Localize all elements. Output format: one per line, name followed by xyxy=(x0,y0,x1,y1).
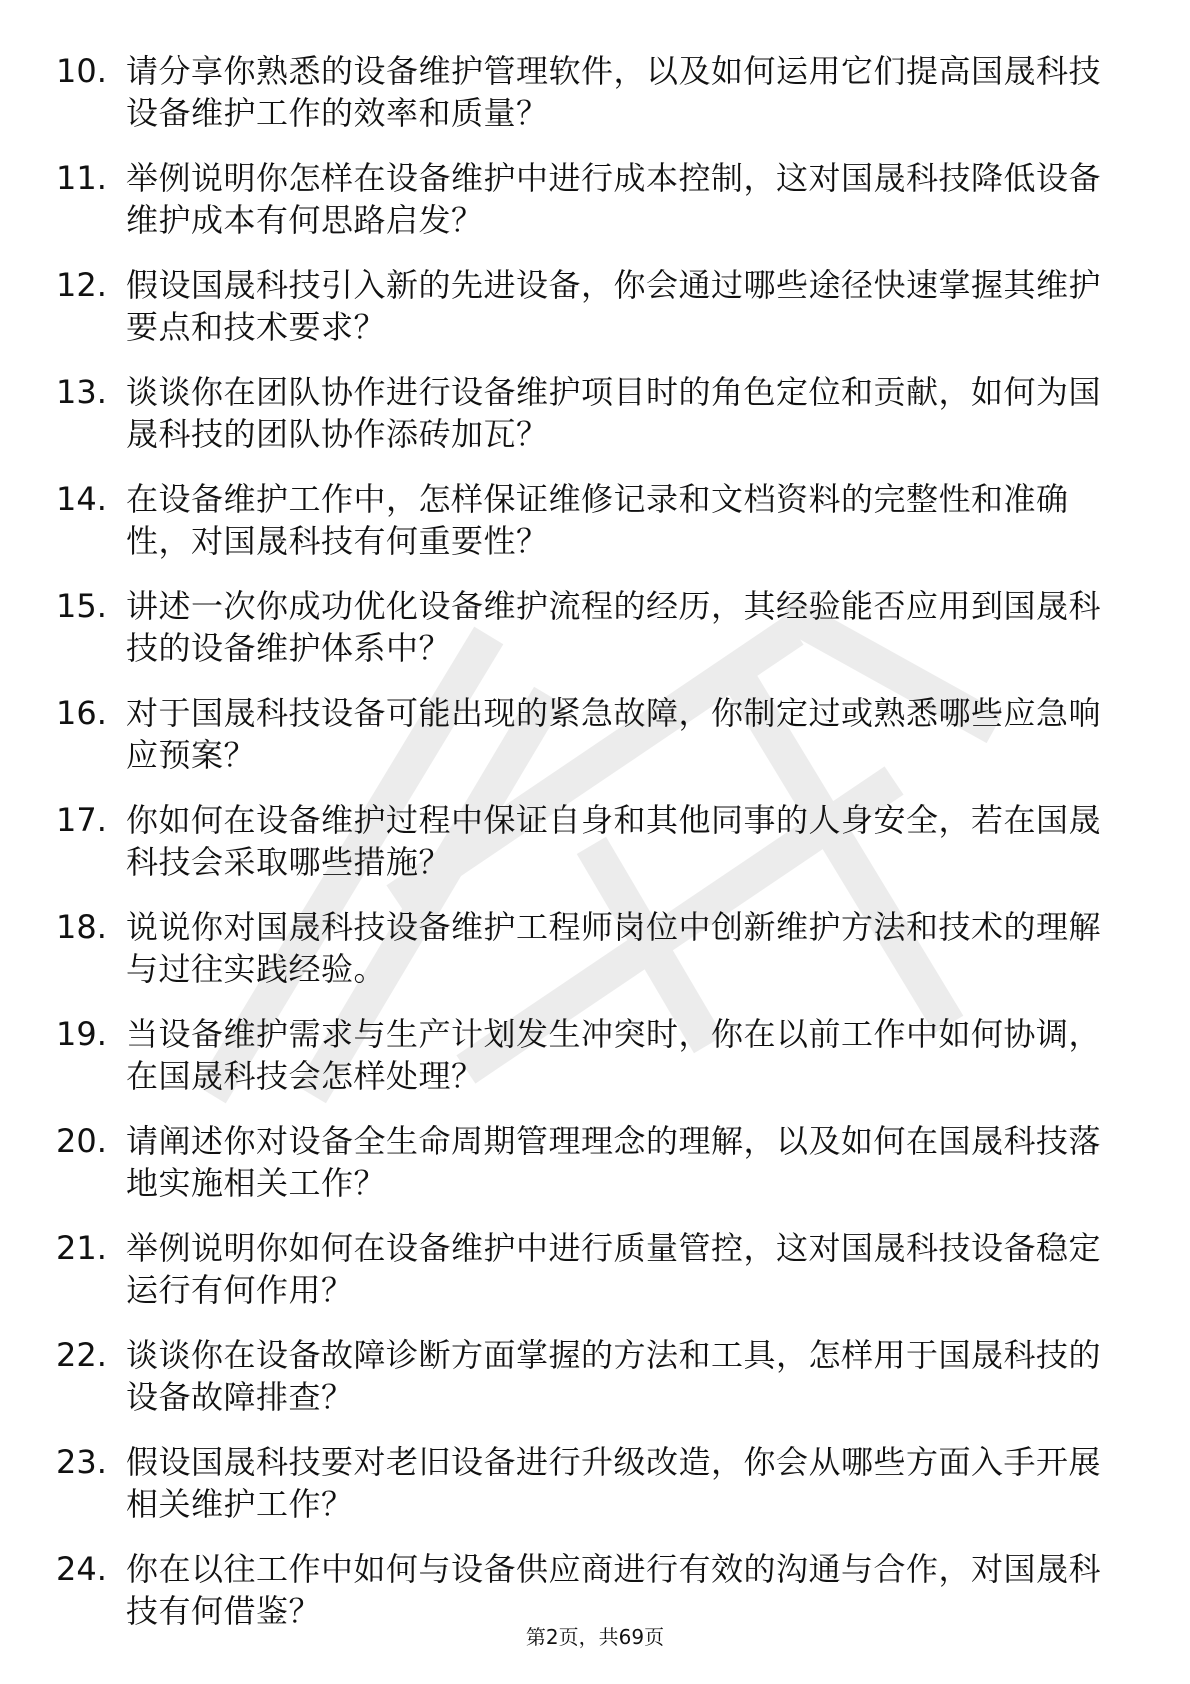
question-text: 请阐述你对设备全生命周期管理理念的理解，以及如何在国晟科技落地实施相关工作？ xyxy=(126,1122,1102,1202)
list-item xyxy=(0,585,1190,692)
question-number: 22. xyxy=(56,1336,107,1374)
list-item xyxy=(0,1013,1190,1120)
page-number-footer: 第2页，共69页 xyxy=(525,1625,665,1649)
list-item xyxy=(0,692,1190,799)
list-item xyxy=(0,906,1190,1013)
question-number: 24. xyxy=(56,1550,107,1588)
question-text: 你在以往工作中如何与设备供应商进行有效的沟通与合作，对国晟科技有何借鉴？ xyxy=(126,1550,1102,1630)
question-number: 19. xyxy=(56,1015,107,1053)
question-number: 13. xyxy=(56,373,107,411)
question-text: 谈谈你在团队协作进行设备维护项目时的角色定位和贡献，如何为国晟科技的团队协作添砖加瓦？ xyxy=(126,373,1102,453)
question-number: 18. xyxy=(56,908,107,946)
question-text: 说说你对国晟科技设备维护工程师岗位中创新维护方法和技术的理解与过往实践经验。 xyxy=(126,908,1102,988)
question-text: 假设国晟科技引入新的先进设备，你会通过哪些途径快速掌握其维护要点和技术要求？ xyxy=(126,266,1102,346)
question-text: 在设备维护工作中，怎样保证维修记录和文档资料的完整性和准确性，对国晟科技有何重要性？ xyxy=(126,480,1069,560)
list-item xyxy=(0,1441,1190,1548)
question-text: 对于国晟科技设备可能出现的紧急故障，你制定过或熟悉哪些应急响应预案？ xyxy=(126,694,1102,774)
question-number: 14. xyxy=(56,480,107,518)
question-number: 12. xyxy=(56,266,107,304)
question-number: 11. xyxy=(56,159,107,197)
question-text: 举例说明你怎样在设备维护中进行成本控制，这对国晟科技降低设备维护成本有何思路启发？ xyxy=(126,159,1102,239)
list-item xyxy=(0,1120,1190,1227)
question-text: 你如何在设备维护过程中保证自身和其他同事的人身安全，若在国晟科技会采取哪些措施？ xyxy=(126,801,1102,881)
question-text: 讲述一次你成功优化设备维护流程的经历，其经验能否应用到国晟科技的设备维护体系中？ xyxy=(126,587,1102,667)
question-text: 当设备维护需求与生产计划发生冲突时，你在以前工作中如何协调，在国晟科技会怎样处理？ xyxy=(126,1015,1102,1095)
question-number: 21. xyxy=(56,1229,107,1267)
list-item xyxy=(0,478,1190,585)
list-item xyxy=(0,264,1190,371)
question-number: 15. xyxy=(56,587,107,625)
question-text: 举例说明你如何在设备维护中进行质量管控，这对国晟科技设备稳定运行有何作用？ xyxy=(126,1229,1102,1309)
question-text: 谈谈你在设备故障诊断方面掌握的方法和工具，怎样用于国晟科技的设备故障排查？ xyxy=(126,1336,1102,1416)
list-item xyxy=(0,799,1190,906)
list-item xyxy=(0,157,1190,264)
question-number: 16. xyxy=(56,694,107,732)
list-item xyxy=(0,1227,1190,1334)
question-list xyxy=(0,50,1190,1655)
question-number: 17. xyxy=(56,801,107,839)
question-text: 请分享你熟悉的设备维护管理软件，以及如何运用它们提高国晟科技设备维护工作的效率和质量？ xyxy=(126,52,1102,132)
question-text: 假设国晟科技要对老旧设备进行升级改造，你会从哪些方面入手开展相关维护工作？ xyxy=(126,1443,1102,1523)
list-item xyxy=(0,371,1190,478)
question-number: 10. xyxy=(56,52,107,90)
list-item xyxy=(0,1334,1190,1441)
question-number: 23. xyxy=(56,1443,107,1481)
question-number: 20. xyxy=(56,1122,107,1160)
list-item xyxy=(0,50,1190,157)
